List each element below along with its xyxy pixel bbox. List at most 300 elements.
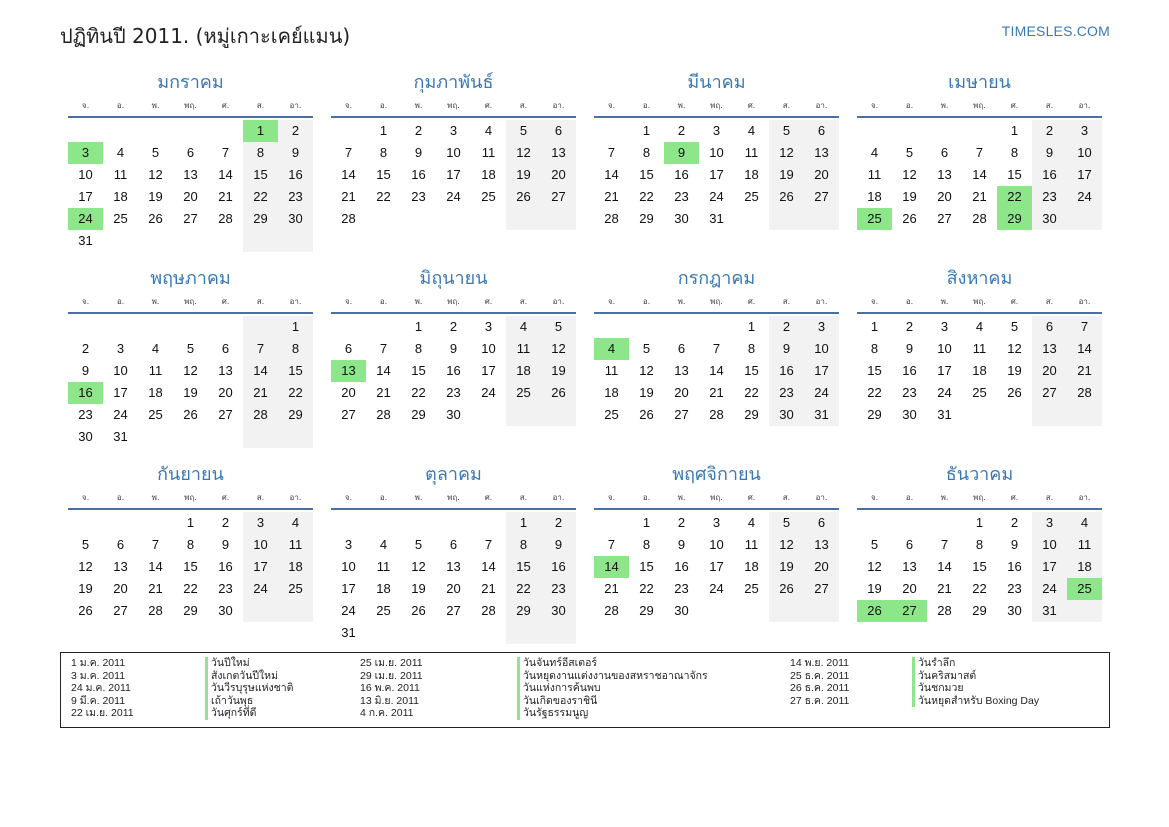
day-cell[interactable]: 15 xyxy=(744,363,759,378)
day-cell[interactable]: 29 xyxy=(744,407,759,422)
day-cell[interactable]: 11 xyxy=(113,167,128,182)
day-cell[interactable]: 6 xyxy=(344,341,353,356)
day-cell[interactable]: 21 xyxy=(243,382,278,404)
day-cell[interactable]: 15 xyxy=(376,167,391,182)
day-cell[interactable]: 9 xyxy=(81,363,90,378)
day-cell[interactable]: 16 xyxy=(541,556,576,578)
day-cell[interactable]: 26 xyxy=(148,211,163,226)
day-cell[interactable]: 7 xyxy=(151,537,160,552)
holiday-day[interactable]: 27 xyxy=(892,600,927,622)
day-cell[interactable]: 19 xyxy=(769,556,804,578)
day-cell[interactable]: 1 xyxy=(278,316,313,338)
day-cell[interactable]: 23 xyxy=(902,385,917,400)
day-cell[interactable]: 30 xyxy=(902,407,917,422)
day-cell[interactable]: 9 xyxy=(278,142,313,164)
day-cell[interactable]: 21 xyxy=(937,581,952,596)
day-cell[interactable]: 6 xyxy=(940,145,949,160)
day-cell[interactable]: 12 xyxy=(1007,341,1022,356)
day-cell[interactable]: 7 xyxy=(607,145,616,160)
day-cell[interactable]: 1 xyxy=(506,512,541,534)
day-cell[interactable]: 31 xyxy=(709,211,724,226)
day-cell[interactable]: 29 xyxy=(972,603,987,618)
day-cell[interactable]: 3 xyxy=(712,123,721,138)
day-cell[interactable]: 7 xyxy=(940,537,949,552)
day-cell[interactable]: 28 xyxy=(148,603,163,618)
day-cell[interactable]: 7 xyxy=(975,145,984,160)
day-cell[interactable]: 15 xyxy=(972,559,987,574)
day-cell[interactable]: 2 xyxy=(541,512,576,534)
day-cell[interactable]: 30 xyxy=(446,407,461,422)
holiday-day[interactable]: 29 xyxy=(997,208,1032,230)
day-cell[interactable]: 17 xyxy=(937,363,952,378)
day-cell[interactable]: 18 xyxy=(376,581,391,596)
day-cell[interactable]: 31 xyxy=(78,233,93,248)
day-cell[interactable]: 5 xyxy=(151,145,160,160)
day-cell[interactable]: 30 xyxy=(541,600,576,622)
day-cell[interactable]: 5 xyxy=(414,537,423,552)
day-cell[interactable]: 23 xyxy=(278,186,313,208)
day-cell[interactable]: 8 xyxy=(243,142,278,164)
day-cell[interactable]: 10 xyxy=(1032,534,1067,556)
day-cell[interactable]: 26 xyxy=(639,407,654,422)
day-cell[interactable]: 8 xyxy=(506,534,541,556)
day-cell[interactable]: 6 xyxy=(804,120,839,142)
day-cell[interactable]: 11 xyxy=(376,559,391,574)
day-cell[interactable]: 17 xyxy=(341,581,356,596)
day-cell[interactable]: 5 xyxy=(186,341,195,356)
day-cell[interactable]: 15 xyxy=(1007,167,1022,182)
day-cell[interactable]: 21 xyxy=(341,189,356,204)
day-cell[interactable]: 10 xyxy=(1067,142,1102,164)
day-cell[interactable]: 12 xyxy=(148,167,163,182)
day-cell[interactable]: 22 xyxy=(243,186,278,208)
day-cell[interactable]: 8 xyxy=(1010,145,1019,160)
holiday-day[interactable]: 25 xyxy=(857,208,892,230)
holiday-day[interactable]: 24 xyxy=(68,208,103,230)
day-cell[interactable]: 27 xyxy=(218,407,233,422)
day-cell[interactable]: 9 xyxy=(769,338,804,360)
day-cell[interactable]: 7 xyxy=(344,145,353,160)
day-cell[interactable]: 27 xyxy=(183,211,198,226)
day-cell[interactable]: 18 xyxy=(148,385,163,400)
day-cell[interactable]: 12 xyxy=(506,142,541,164)
day-cell[interactable]: 19 xyxy=(1007,363,1022,378)
day-cell[interactable]: 16 xyxy=(674,167,689,182)
day-cell[interactable]: 26 xyxy=(1007,385,1022,400)
day-cell[interactable]: 29 xyxy=(639,211,654,226)
day-cell[interactable]: 3 xyxy=(940,319,949,334)
day-cell[interactable]: 22 xyxy=(744,385,759,400)
day-cell[interactable]: 19 xyxy=(506,164,541,186)
day-cell[interactable]: 21 xyxy=(376,385,391,400)
day-cell[interactable]: 15 xyxy=(867,363,882,378)
day-cell[interactable]: 19 xyxy=(411,581,426,596)
day-cell[interactable]: 14 xyxy=(341,167,356,182)
day-cell[interactable]: 26 xyxy=(769,578,804,600)
day-cell[interactable]: 15 xyxy=(278,360,313,382)
day-cell[interactable]: 21 xyxy=(604,189,619,204)
holiday-day[interactable]: 16 xyxy=(68,382,103,404)
day-cell[interactable]: 22 xyxy=(972,581,987,596)
day-cell[interactable]: 1 xyxy=(975,515,984,530)
day-cell[interactable]: 3 xyxy=(1067,120,1102,142)
day-cell[interactable]: 20 xyxy=(804,556,839,578)
day-cell[interactable]: 21 xyxy=(218,189,233,204)
holiday-day[interactable]: 25 xyxy=(1067,578,1102,600)
day-cell[interactable]: 2 xyxy=(1032,120,1067,142)
day-cell[interactable]: 21 xyxy=(972,189,987,204)
day-cell[interactable]: 26 xyxy=(506,186,541,208)
day-cell[interactable]: 2 xyxy=(221,515,230,530)
day-cell[interactable]: 7 xyxy=(607,537,616,552)
day-cell[interactable]: 10 xyxy=(709,537,724,552)
day-cell[interactable]: 4 xyxy=(151,341,160,356)
day-cell[interactable]: 2 xyxy=(677,515,686,530)
day-cell[interactable]: 16 xyxy=(218,559,233,574)
day-cell[interactable]: 23 xyxy=(1032,186,1067,208)
holiday-day[interactable]: 14 xyxy=(594,556,629,578)
day-cell[interactable]: 10 xyxy=(937,341,952,356)
day-cell[interactable]: 6 xyxy=(677,341,686,356)
day-cell[interactable]: 4 xyxy=(870,145,879,160)
day-cell[interactable]: 18 xyxy=(481,167,496,182)
day-cell[interactable]: 24 xyxy=(709,581,724,596)
day-cell[interactable]: 5 xyxy=(769,120,804,142)
day-cell[interactable]: 26 xyxy=(902,211,917,226)
day-cell[interactable]: 10 xyxy=(804,338,839,360)
day-cell[interactable]: 13 xyxy=(674,363,689,378)
day-cell[interactable]: 24 xyxy=(937,385,952,400)
day-cell[interactable]: 28 xyxy=(709,407,724,422)
day-cell[interactable]: 4 xyxy=(506,316,541,338)
day-cell[interactable]: 19 xyxy=(769,164,804,186)
day-cell[interactable]: 27 xyxy=(1032,382,1067,404)
day-cell[interactable]: 12 xyxy=(902,167,917,182)
day-cell[interactable]: 2 xyxy=(769,316,804,338)
day-cell[interactable]: 24 xyxy=(1032,578,1067,600)
day-cell[interactable]: 14 xyxy=(604,167,619,182)
day-cell[interactable]: 2 xyxy=(449,319,458,334)
day-cell[interactable]: 10 xyxy=(243,534,278,556)
day-cell[interactable]: 9 xyxy=(414,145,423,160)
day-cell[interactable]: 23 xyxy=(541,578,576,600)
day-cell[interactable]: 20 xyxy=(937,189,952,204)
day-cell[interactable]: 25 xyxy=(481,189,496,204)
day-cell[interactable]: 6 xyxy=(449,537,458,552)
day-cell[interactable]: 4 xyxy=(484,123,493,138)
day-cell[interactable]: 13 xyxy=(541,142,576,164)
day-cell[interactable]: 28 xyxy=(243,404,278,426)
day-cell[interactable]: 5 xyxy=(506,120,541,142)
day-cell[interactable]: 13 xyxy=(1032,338,1067,360)
day-cell[interactable]: 14 xyxy=(376,363,391,378)
day-cell[interactable]: 6 xyxy=(186,145,195,160)
day-cell[interactable]: 28 xyxy=(937,603,952,618)
day-cell[interactable]: 26 xyxy=(769,186,804,208)
day-cell[interactable]: 16 xyxy=(674,559,689,574)
day-cell[interactable]: 25 xyxy=(376,603,391,618)
day-cell[interactable]: 14 xyxy=(243,360,278,382)
day-cell[interactable]: 11 xyxy=(604,363,619,378)
day-cell[interactable]: 20 xyxy=(183,189,198,204)
day-cell[interactable]: 15 xyxy=(243,164,278,186)
day-cell[interactable]: 31 xyxy=(1032,600,1067,622)
day-cell[interactable]: 15 xyxy=(411,363,426,378)
day-cell[interactable]: 21 xyxy=(481,581,496,596)
day-cell[interactable]: 9 xyxy=(541,534,576,556)
day-cell[interactable]: 30 xyxy=(674,211,689,226)
day-cell[interactable]: 20 xyxy=(902,581,917,596)
day-cell[interactable]: 19 xyxy=(639,385,654,400)
day-cell[interactable]: 27 xyxy=(113,603,128,618)
day-cell[interactable]: 16 xyxy=(769,360,804,382)
holiday-day[interactable]: 26 xyxy=(857,600,892,622)
day-cell[interactable]: 11 xyxy=(481,145,496,160)
day-cell[interactable]: 25 xyxy=(604,407,619,422)
day-cell[interactable]: 22 xyxy=(376,189,391,204)
day-cell[interactable]: 30 xyxy=(769,404,804,426)
day-cell[interactable]: 1 xyxy=(642,123,651,138)
day-cell[interactable]: 16 xyxy=(446,363,461,378)
day-cell[interactable]: 16 xyxy=(1007,559,1022,574)
day-cell[interactable]: 3 xyxy=(116,341,125,356)
day-cell[interactable]: 31 xyxy=(341,625,356,640)
day-cell[interactable]: 2 xyxy=(81,341,90,356)
day-cell[interactable]: 22 xyxy=(639,581,654,596)
day-cell[interactable]: 20 xyxy=(541,164,576,186)
day-cell[interactable]: 10 xyxy=(481,341,496,356)
day-cell[interactable]: 25 xyxy=(744,581,759,596)
day-cell[interactable]: 6 xyxy=(221,341,230,356)
day-cell[interactable]: 1 xyxy=(186,515,195,530)
day-cell[interactable]: 17 xyxy=(113,385,128,400)
day-cell[interactable]: 7 xyxy=(221,145,230,160)
day-cell[interactable]: 22 xyxy=(506,578,541,600)
day-cell[interactable]: 20 xyxy=(446,581,461,596)
day-cell[interactable]: 12 xyxy=(541,338,576,360)
day-cell[interactable]: 2 xyxy=(278,120,313,142)
day-cell[interactable]: 5 xyxy=(870,537,879,552)
day-cell[interactable]: 5 xyxy=(541,316,576,338)
day-cell[interactable]: 4 xyxy=(379,537,388,552)
day-cell[interactable]: 24 xyxy=(1067,186,1102,208)
day-cell[interactable]: 21 xyxy=(148,581,163,596)
day-cell[interactable]: 23 xyxy=(411,189,426,204)
day-cell[interactable]: 6 xyxy=(804,512,839,534)
day-cell[interactable]: 23 xyxy=(446,385,461,400)
day-cell[interactable]: 4 xyxy=(1067,512,1102,534)
day-cell[interactable]: 17 xyxy=(804,360,839,382)
day-cell[interactable]: 3 xyxy=(449,123,458,138)
day-cell[interactable]: 29 xyxy=(639,603,654,618)
day-cell[interactable]: 5 xyxy=(1010,319,1019,334)
day-cell[interactable]: 4 xyxy=(747,123,756,138)
day-cell[interactable]: 25 xyxy=(972,385,987,400)
day-cell[interactable]: 1 xyxy=(870,319,879,334)
day-cell[interactable]: 8 xyxy=(747,341,756,356)
day-cell[interactable]: 8 xyxy=(870,341,879,356)
day-cell[interactable]: 28 xyxy=(481,603,496,618)
day-cell[interactable]: 27 xyxy=(541,186,576,208)
day-cell[interactable]: 19 xyxy=(183,385,198,400)
holiday-day[interactable]: 1 xyxy=(243,120,278,142)
day-cell[interactable]: 9 xyxy=(905,341,914,356)
day-cell[interactable]: 18 xyxy=(867,189,882,204)
day-cell[interactable]: 23 xyxy=(674,189,689,204)
day-cell[interactable]: 16 xyxy=(902,363,917,378)
day-cell[interactable]: 5 xyxy=(769,512,804,534)
day-cell[interactable]: 28 xyxy=(376,407,391,422)
day-cell[interactable]: 20 xyxy=(804,164,839,186)
day-cell[interactable]: 14 xyxy=(709,363,724,378)
day-cell[interactable]: 19 xyxy=(902,189,917,204)
day-cell[interactable]: 11 xyxy=(148,363,163,378)
day-cell[interactable]: 15 xyxy=(639,559,654,574)
day-cell[interactable]: 14 xyxy=(148,559,163,574)
day-cell[interactable]: 27 xyxy=(341,407,356,422)
day-cell[interactable]: 17 xyxy=(1067,164,1102,186)
day-cell[interactable]: 2 xyxy=(905,319,914,334)
day-cell[interactable]: 27 xyxy=(804,186,839,208)
day-cell[interactable]: 12 xyxy=(411,559,426,574)
day-cell[interactable]: 14 xyxy=(1067,338,1102,360)
day-cell[interactable]: 18 xyxy=(506,360,541,382)
day-cell[interactable]: 17 xyxy=(481,363,496,378)
day-cell[interactable]: 30 xyxy=(1007,603,1022,618)
holiday-day[interactable]: 9 xyxy=(664,142,699,164)
day-cell[interactable]: 23 xyxy=(78,407,93,422)
day-cell[interactable]: 17 xyxy=(1032,556,1067,578)
day-cell[interactable]: 21 xyxy=(604,581,619,596)
day-cell[interactable]: 12 xyxy=(769,534,804,556)
day-cell[interactable]: 29 xyxy=(411,407,426,422)
day-cell[interactable]: 22 xyxy=(411,385,426,400)
day-cell[interactable]: 3 xyxy=(1032,512,1067,534)
day-cell[interactable]: 20 xyxy=(113,581,128,596)
day-cell[interactable]: 5 xyxy=(642,341,651,356)
day-cell[interactable]: 13 xyxy=(937,167,952,182)
day-cell[interactable]: 29 xyxy=(506,600,541,622)
day-cell[interactable]: 6 xyxy=(541,120,576,142)
day-cell[interactable]: 3 xyxy=(344,537,353,552)
day-cell[interactable]: 24 xyxy=(446,189,461,204)
day-cell[interactable]: 31 xyxy=(804,404,839,426)
day-cell[interactable]: 29 xyxy=(183,603,198,618)
day-cell[interactable]: 16 xyxy=(278,164,313,186)
day-cell[interactable]: 20 xyxy=(341,385,356,400)
day-cell[interactable]: 24 xyxy=(481,385,496,400)
day-cell[interactable]: 26 xyxy=(541,382,576,404)
day-cell[interactable]: 7 xyxy=(484,537,493,552)
day-cell[interactable]: 11 xyxy=(506,338,541,360)
day-cell[interactable]: 20 xyxy=(1032,360,1067,382)
day-cell[interactable]: 18 xyxy=(744,559,759,574)
day-cell[interactable]: 28 xyxy=(341,211,356,226)
day-cell[interactable]: 30 xyxy=(278,208,313,230)
day-cell[interactable]: 22 xyxy=(278,382,313,404)
day-cell[interactable]: 31 xyxy=(113,429,128,444)
holiday-day[interactable]: 13 xyxy=(331,360,366,382)
day-cell[interactable]: 18 xyxy=(604,385,619,400)
day-cell[interactable]: 27 xyxy=(446,603,461,618)
day-cell[interactable]: 12 xyxy=(867,559,882,574)
day-cell[interactable]: 13 xyxy=(446,559,461,574)
day-cell[interactable]: 8 xyxy=(975,537,984,552)
day-cell[interactable]: 24 xyxy=(804,382,839,404)
day-cell[interactable]: 7 xyxy=(712,341,721,356)
day-cell[interactable]: 11 xyxy=(972,341,987,356)
day-cell[interactable]: 3 xyxy=(243,512,278,534)
day-cell[interactable]: 27 xyxy=(937,211,952,226)
day-cell[interactable]: 12 xyxy=(639,363,654,378)
day-cell[interactable]: 19 xyxy=(867,581,882,596)
day-cell[interactable]: 9 xyxy=(449,341,458,356)
day-cell[interactable]: 30 xyxy=(218,603,233,618)
day-cell[interactable]: 11 xyxy=(278,534,313,556)
day-cell[interactable]: 12 xyxy=(769,142,804,164)
day-cell[interactable]: 24 xyxy=(709,189,724,204)
day-cell[interactable]: 2 xyxy=(414,123,423,138)
day-cell[interactable]: 11 xyxy=(744,145,759,160)
day-cell[interactable]: 23 xyxy=(769,382,804,404)
day-cell[interactable]: 28 xyxy=(604,211,619,226)
day-cell[interactable]: 3 xyxy=(712,515,721,530)
day-cell[interactable]: 9 xyxy=(1032,142,1067,164)
day-cell[interactable]: 13 xyxy=(902,559,917,574)
day-cell[interactable]: 17 xyxy=(446,167,461,182)
day-cell[interactable]: 26 xyxy=(78,603,93,618)
day-cell[interactable]: 15 xyxy=(506,556,541,578)
day-cell[interactable]: 12 xyxy=(183,363,198,378)
day-cell[interactable]: 28 xyxy=(972,211,987,226)
day-cell[interactable]: 29 xyxy=(278,404,313,426)
day-cell[interactable]: 30 xyxy=(674,603,689,618)
day-cell[interactable]: 23 xyxy=(1007,581,1022,596)
day-cell[interactable]: 7 xyxy=(379,341,388,356)
day-cell[interactable]: 8 xyxy=(278,338,313,360)
day-cell[interactable]: 25 xyxy=(113,211,128,226)
day-cell[interactable]: 13 xyxy=(183,167,198,182)
day-cell[interactable]: 14 xyxy=(972,167,987,182)
day-cell[interactable]: 10 xyxy=(113,363,128,378)
day-cell[interactable]: 27 xyxy=(674,407,689,422)
day-cell[interactable]: 24 xyxy=(113,407,128,422)
holiday-day[interactable]: 4 xyxy=(594,338,629,360)
day-cell[interactable]: 30 xyxy=(78,429,93,444)
day-cell[interactable]: 13 xyxy=(804,142,839,164)
day-cell[interactable]: 24 xyxy=(341,603,356,618)
day-cell[interactable]: 10 xyxy=(446,145,461,160)
day-cell[interactable]: 11 xyxy=(744,537,759,552)
day-cell[interactable]: 21 xyxy=(709,385,724,400)
day-cell[interactable]: 15 xyxy=(183,559,198,574)
day-cell[interactable]: 22 xyxy=(867,385,882,400)
day-cell[interactable]: 14 xyxy=(218,167,233,182)
holiday-day[interactable]: 22 xyxy=(997,186,1032,208)
day-cell[interactable]: 11 xyxy=(1067,534,1102,556)
day-cell[interactable]: 4 xyxy=(975,319,984,334)
day-cell[interactable]: 1 xyxy=(414,319,423,334)
day-cell[interactable]: 10 xyxy=(341,559,356,574)
day-cell[interactable]: 10 xyxy=(78,167,93,182)
day-cell[interactable]: 6 xyxy=(116,537,125,552)
day-cell[interactable]: 18 xyxy=(1067,556,1102,578)
day-cell[interactable]: 6 xyxy=(1032,316,1067,338)
day-cell[interactable]: 8 xyxy=(379,145,388,160)
day-cell[interactable]: 18 xyxy=(113,189,128,204)
day-cell[interactable]: 28 xyxy=(1067,382,1102,404)
day-cell[interactable]: 17 xyxy=(78,189,93,204)
